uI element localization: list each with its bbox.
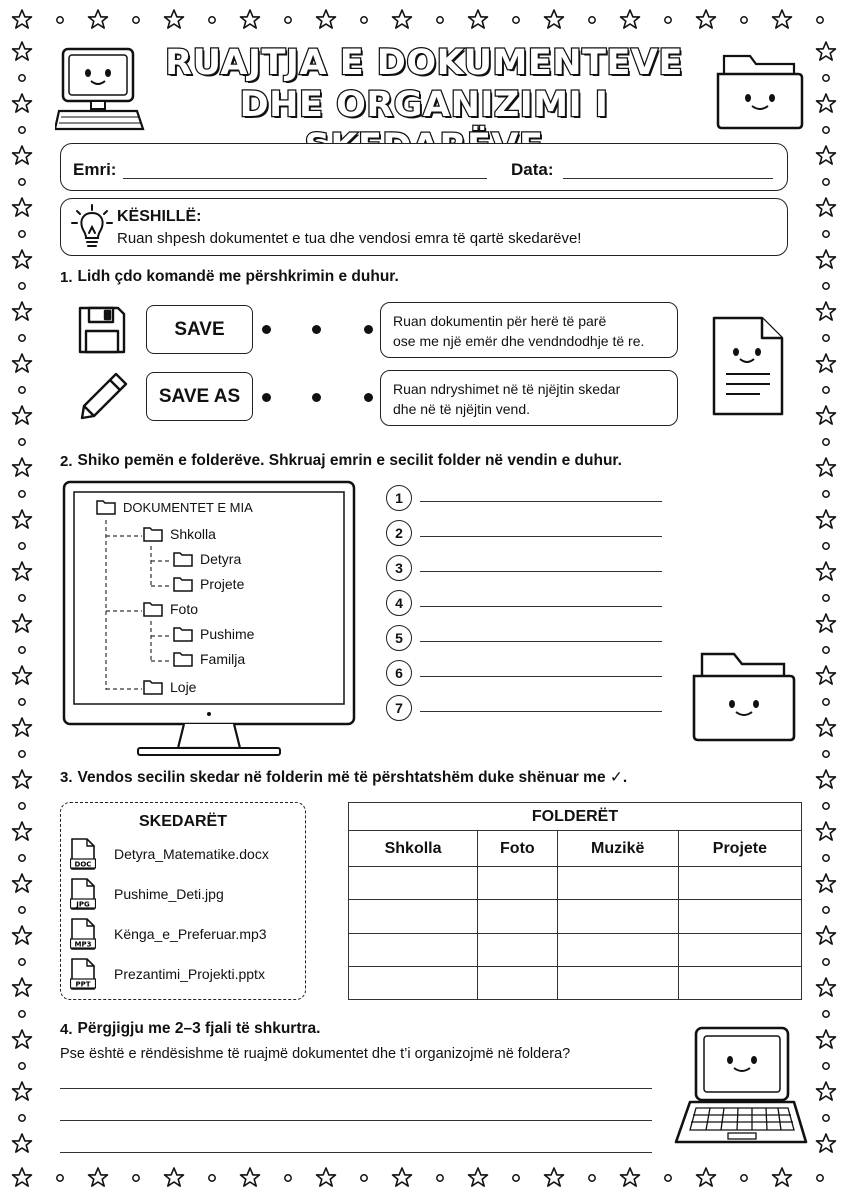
border-dot	[361, 1175, 367, 1181]
border-dot	[19, 127, 25, 133]
border-star	[13, 1082, 32, 1100]
tree-label-shkolla: Shkolla	[170, 526, 216, 542]
folder-column-shkolla: Shkolla	[349, 831, 478, 867]
laptop-mascot-icon	[670, 1024, 810, 1152]
border-dot	[823, 335, 829, 341]
border-dot	[19, 647, 25, 653]
folder-icon	[143, 601, 163, 617]
answer-line-2[interactable]	[420, 536, 662, 537]
check-cell[interactable]	[678, 933, 801, 966]
folder-mascot-icon	[714, 46, 806, 130]
tip-box	[60, 198, 788, 256]
border-dot	[133, 1175, 139, 1181]
border-star	[393, 1168, 412, 1186]
title-line-2: DHE ORGANIZIMI I	[239, 85, 609, 125]
border-dot	[823, 1011, 829, 1017]
border-star	[545, 1168, 564, 1186]
description-2-line-2: dhe në të njëjtin vend.	[393, 401, 530, 417]
tree-label-projete: Projete	[200, 576, 245, 592]
border-dot	[513, 1175, 519, 1181]
folder-icon	[96, 499, 116, 515]
border-star	[13, 250, 32, 268]
save-as-command-card[interactable]: SAVE AS	[146, 372, 253, 421]
border-star	[13, 146, 32, 164]
section-4-text: Përgjigju me 2–3 fjali të shkurtra.	[77, 1020, 321, 1037]
border-star	[13, 874, 32, 892]
border-dot	[361, 17, 367, 23]
border-dot	[19, 543, 25, 549]
section-2-title	[60, 452, 622, 470]
files-heading: SKEDARËT	[138, 813, 227, 830]
border-dot	[823, 959, 829, 965]
section-1-title	[60, 268, 399, 286]
floppy-disk-icon	[76, 304, 128, 356]
border-dot	[665, 17, 671, 23]
border-star	[773, 10, 792, 28]
border-star	[165, 10, 184, 28]
border-star	[817, 1030, 836, 1048]
file-type-tag: JPG	[76, 900, 90, 909]
border-star	[817, 926, 836, 944]
border-star	[13, 94, 32, 112]
border-star	[13, 10, 32, 28]
border-star	[13, 406, 32, 424]
border-dot	[19, 387, 25, 393]
answer-line-5[interactable]	[420, 641, 662, 642]
tree-folder-foto	[143, 601, 198, 617]
answer-number-7: 7	[386, 695, 412, 721]
tree-folder-familja	[173, 651, 245, 667]
border-dot	[57, 1175, 63, 1181]
answer-line-3[interactable]	[420, 571, 662, 572]
border-dot	[19, 283, 25, 289]
check-cell[interactable]	[349, 966, 478, 999]
section-3-number: 3.	[60, 769, 73, 786]
check-cell[interactable]	[678, 900, 801, 933]
border-dot	[19, 1011, 25, 1017]
border-star	[13, 354, 32, 372]
border-star	[13, 302, 32, 320]
name-date-box	[60, 143, 788, 191]
border-star	[817, 458, 836, 476]
lightbulb-icon	[69, 203, 115, 253]
border-star	[817, 1082, 836, 1100]
tree-folder-detyra	[173, 551, 241, 567]
folders-heading: FOLDERËT	[349, 803, 802, 831]
document-mascot-icon	[706, 312, 788, 422]
border-star	[13, 42, 32, 60]
border-dot	[19, 75, 25, 81]
border-dot	[19, 907, 25, 913]
tree-root-folder	[96, 499, 253, 515]
section-1-number: 1.	[60, 268, 73, 286]
answer-number-2: 2	[386, 520, 412, 546]
border-dot	[817, 1175, 823, 1181]
border-star	[817, 822, 836, 840]
tree-root-label: DOKUMENTET E MIA	[123, 499, 253, 515]
border-dot	[817, 17, 823, 23]
description-1-line-2: ose me një emër dhe vendndodhje të re.	[393, 333, 645, 349]
border-star	[317, 1168, 336, 1186]
file-name: Prezantimi_Projekti.pptx	[114, 966, 265, 982]
save-command-card[interactable]: SAVE	[146, 305, 253, 354]
folder-icon	[173, 651, 193, 667]
border-dot	[19, 491, 25, 497]
border-dot	[19, 699, 25, 705]
border-star	[817, 302, 836, 320]
border-dot	[19, 1063, 25, 1069]
border-dot	[133, 17, 139, 23]
border-dot	[437, 1175, 443, 1181]
folder-column-muzike: Muzikë	[557, 831, 678, 867]
description-2-line-1: Ruan ndryshimet në të njëjtin skedar	[393, 381, 621, 397]
file-type-tag: MP3	[74, 940, 92, 949]
border-dot	[823, 1115, 829, 1121]
border-dot	[823, 803, 829, 809]
border-dot	[823, 491, 829, 497]
border-star	[13, 978, 32, 996]
border-star	[241, 1168, 260, 1186]
border-dot	[823, 647, 829, 653]
border-star	[13, 614, 32, 632]
folder-column-foto: Foto	[478, 831, 558, 867]
border-star	[697, 1168, 716, 1186]
file-name: Detyra_Matematike.docx	[114, 846, 269, 862]
border-star	[165, 1168, 184, 1186]
border-star	[13, 198, 32, 216]
border-dot	[19, 439, 25, 445]
border-star	[13, 1030, 32, 1048]
answer-line[interactable]	[60, 1088, 652, 1089]
border-star	[13, 1134, 32, 1152]
border-dot	[823, 751, 829, 757]
border-dot	[823, 699, 829, 705]
border-star	[241, 10, 260, 28]
check-cell[interactable]	[349, 867, 478, 900]
check-cell[interactable]	[678, 867, 801, 900]
tip-label: KËSHILLË:	[117, 208, 202, 225]
section-4-title	[60, 1020, 320, 1038]
answer-number-3: 3	[386, 555, 412, 581]
border-star	[817, 614, 836, 632]
border-star	[621, 1168, 640, 1186]
tree-folder-loje	[143, 679, 196, 695]
section-2-number: 2.	[60, 452, 73, 470]
border-dot	[285, 17, 291, 23]
border-dot	[823, 179, 829, 185]
border-star	[773, 1168, 792, 1186]
border-star	[817, 510, 836, 528]
title-line-1: RUAJTJA E DOKUMENTEVE	[165, 43, 683, 83]
match-dot[interactable]	[364, 325, 373, 334]
tree-label-foto: Foto	[170, 601, 199, 617]
tree-label-loje: Loje	[170, 679, 197, 695]
border-star	[817, 198, 836, 216]
border-dot	[209, 17, 215, 23]
border-star	[697, 10, 716, 28]
check-cell[interactable]	[557, 966, 678, 999]
doc-file-icon	[70, 838, 96, 870]
folder-icon	[173, 626, 193, 642]
tree-label-familja: Familja	[200, 651, 246, 667]
section-2-text: Shiko pemën e folderëve. Shkruaj emrin e secilit folder në vendin e duhur.	[77, 452, 622, 469]
file-row	[70, 878, 224, 910]
check-cell[interactable]	[478, 867, 558, 900]
border-dot	[823, 907, 829, 913]
border-dot	[19, 855, 25, 861]
border-star	[817, 146, 836, 164]
section-3-text: Vendos secilin skedar në folderin më të përshtatshëm duke shënuar me ✓.	[77, 769, 628, 786]
border-star	[13, 822, 32, 840]
border-star	[817, 874, 836, 892]
tree-label-pushime: Pushime	[200, 626, 255, 642]
match-dot[interactable]	[312, 325, 321, 334]
tree-label-detyra: Detyra	[200, 551, 242, 567]
check-cell[interactable]	[478, 933, 558, 966]
date-field[interactable]	[563, 178, 773, 179]
border-dot	[823, 127, 829, 133]
answer-number-5: 5	[386, 625, 412, 651]
name-field[interactable]	[123, 178, 487, 179]
border-dot	[19, 595, 25, 601]
file-type-tag: DOC	[74, 860, 92, 869]
border-star	[817, 562, 836, 580]
border-star	[817, 666, 836, 684]
description-box-2	[380, 370, 678, 426]
border-star	[13, 458, 32, 476]
border-dot	[589, 17, 595, 23]
folders-table	[348, 802, 802, 1000]
border-star	[13, 926, 32, 944]
border-star	[817, 1134, 836, 1152]
section-1-text: Lidh çdo komandë me përshkrimin e duhur.	[77, 268, 399, 285]
answer-number-4: 4	[386, 590, 412, 616]
answer-line[interactable]	[60, 1120, 652, 1121]
border-dot	[19, 335, 25, 341]
tip-text: Ruan shpesh dokumentet e tua dhe vendosi emra të qartë skedarëve!	[117, 230, 582, 247]
border-star	[469, 10, 488, 28]
border-dot	[665, 1175, 671, 1181]
border-dot	[741, 17, 747, 23]
ppt-file-icon	[70, 958, 96, 990]
match-dot[interactable]	[312, 393, 321, 402]
border-star	[13, 1168, 32, 1186]
border-dot	[823, 75, 829, 81]
border-star	[817, 978, 836, 996]
match-dot[interactable]	[364, 393, 373, 402]
border-star	[13, 770, 32, 788]
border-dot	[823, 231, 829, 237]
section-4-question: Pse është e rëndësishme të ruajmë dokumentet dhe t’i organizojmë në foldera?	[60, 1046, 571, 1062]
folder-icon	[143, 679, 163, 695]
folder-column-projete: Projete	[678, 831, 801, 867]
border-dot	[437, 17, 443, 23]
monitor-frame	[62, 480, 356, 758]
border-star	[13, 510, 32, 528]
file-name: Kënga_e_Preferuar.mp3	[114, 926, 267, 942]
check-cell[interactable]	[557, 933, 678, 966]
border-dot	[823, 439, 829, 445]
tree-folder-shkolla	[143, 526, 216, 542]
check-cell[interactable]	[349, 900, 478, 933]
check-cell[interactable]	[478, 966, 558, 999]
section-3-title	[60, 768, 627, 787]
answer-line-4[interactable]	[420, 606, 662, 607]
border-dot	[823, 855, 829, 861]
border-star	[817, 354, 836, 372]
border-dot	[19, 803, 25, 809]
date-label: Data:	[511, 160, 554, 179]
border-dot	[823, 1063, 829, 1069]
name-label: Emri:	[73, 160, 117, 179]
border-star	[89, 10, 108, 28]
check-cell[interactable]	[478, 900, 558, 933]
border-star	[545, 10, 564, 28]
border-dot	[19, 179, 25, 185]
border-dot	[589, 1175, 595, 1181]
mp3-file-icon	[70, 918, 96, 950]
border-dot	[823, 283, 829, 289]
border-dot	[19, 1115, 25, 1121]
border-star	[817, 94, 836, 112]
answer-line[interactable]	[60, 1152, 652, 1153]
border-star	[817, 42, 836, 60]
border-dot	[19, 751, 25, 757]
border-dot	[741, 1175, 747, 1181]
pencil-icon	[76, 370, 130, 422]
border-star	[817, 718, 836, 736]
answer-line-1[interactable]	[420, 501, 662, 502]
file-type-tag: PPT	[75, 980, 91, 989]
border-star	[817, 250, 836, 268]
border-dot	[513, 17, 519, 23]
file-row	[70, 918, 267, 950]
answer-line-7[interactable]	[420, 711, 662, 712]
border-star	[13, 562, 32, 580]
check-cell[interactable]	[678, 966, 801, 999]
jpg-file-icon	[70, 878, 96, 910]
check-cell[interactable]	[557, 867, 678, 900]
match-dot[interactable]	[262, 325, 271, 334]
file-row	[70, 838, 269, 870]
border-star	[817, 406, 836, 424]
folder-mascot-icon	[690, 646, 798, 742]
border-star	[817, 770, 836, 788]
file-name: Pushime_Deti.jpg	[114, 886, 224, 902]
answer-number-6: 6	[386, 660, 412, 686]
border-dot	[823, 387, 829, 393]
description-box-1	[380, 302, 678, 358]
answer-number-1: 1	[386, 485, 412, 511]
border-dot	[57, 17, 63, 23]
folder-icon	[143, 526, 163, 542]
border-star	[469, 1168, 488, 1186]
answer-line-6[interactable]	[420, 676, 662, 677]
description-1-line-1: Ruan dokumentin për herë të parë	[393, 313, 607, 329]
border-dot	[823, 543, 829, 549]
check-cell[interactable]	[349, 933, 478, 966]
border-dot	[209, 1175, 215, 1181]
border-dot	[823, 595, 829, 601]
file-row	[70, 958, 265, 990]
border-star	[13, 718, 32, 736]
folder-icon	[173, 576, 193, 592]
border-dot	[19, 959, 25, 965]
border-star	[317, 10, 336, 28]
computer-mascot-icon	[55, 45, 145, 135]
tree-folder-pushime	[173, 626, 254, 642]
border-star	[621, 10, 640, 28]
border-dot	[285, 1175, 291, 1181]
border-dot	[19, 231, 25, 237]
section-4-number: 4.	[60, 1020, 73, 1038]
tree-folder-projete	[173, 576, 244, 592]
folder-icon	[173, 551, 193, 567]
match-dot[interactable]	[262, 393, 271, 402]
check-cell[interactable]	[557, 900, 678, 933]
border-star	[13, 666, 32, 684]
border-star	[89, 1168, 108, 1186]
border-star	[393, 10, 412, 28]
